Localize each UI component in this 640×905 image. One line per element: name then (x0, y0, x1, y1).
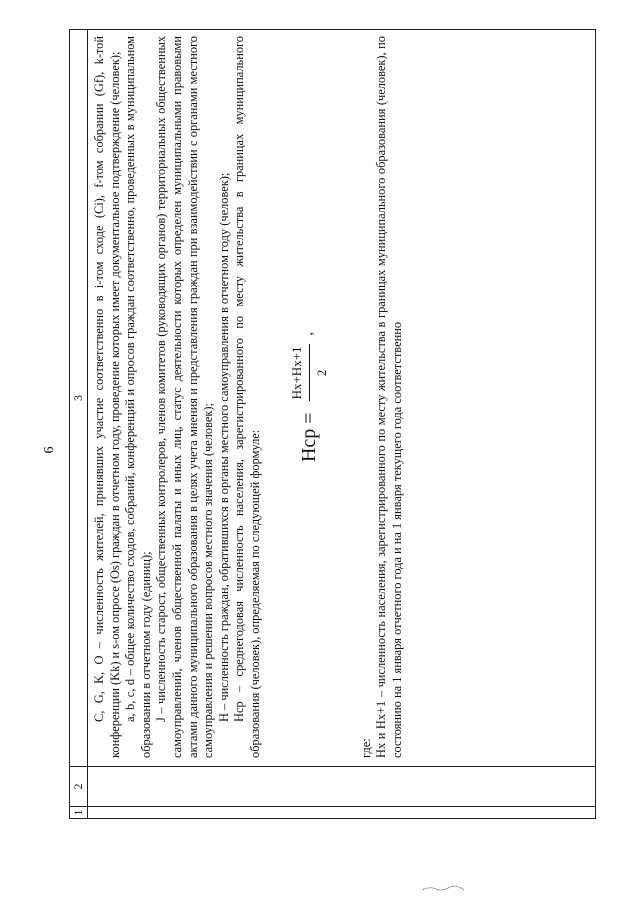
table-container (69, 30, 640, 816)
rotated-sheet (69, 30, 596, 819)
header-col-2: 2 (70, 767, 88, 807)
where-label: где: (358, 738, 373, 758)
paragraph-activists: J – численность старост, общественных контролеров, членов комитетов (руководящих органов) территориальных общественных самоуправлений, членов общественной палаты и иных лиц, статус деятельности которых определен муниципальными правовыми актами данного муниципального образования в целях учета мнения и представления граждан при взаимодействии с органами местного самоуправления и решении вопросов местного значения (человек); (154, 36, 216, 758)
formula-denominator: 2 (313, 369, 329, 377)
cell-content (88, 30, 409, 766)
formula-lhs: Нср = (298, 412, 321, 463)
formula (286, 36, 333, 758)
document-table (69, 29, 596, 819)
table-header-row (70, 30, 88, 819)
cell-col-2 (88, 767, 596, 807)
cell-col-3 (88, 30, 596, 767)
paragraph-definition: Hx и Hx+1 – численность населения, зарегистрированного по месту жительства в границах муниципального образования (человек), по состоянию на 1 января отчетного года и на 1 января текущего года соответственно (374, 36, 404, 758)
formula-tail: , (301, 331, 317, 336)
table-body-row (88, 30, 596, 819)
cell-col-1 (88, 807, 596, 819)
header-col-3: 3 (70, 30, 88, 767)
paragraph-appeals: H – численность граждан, обратившихся в органы местного самоуправления в отчетном году (человек); (216, 172, 231, 722)
formula-numerator: Hx+Hx+1 (286, 344, 310, 401)
formula-fraction (286, 344, 333, 401)
header-col-1: 1 (70, 807, 88, 819)
page-number: 6 (42, 446, 57, 454)
paragraph-events-count: a, b, c, d – общее количество сходов, собраний, конференций и опросов граждан соответственно, проведенных в муниципальном образовании в отчетном году (единиц); (123, 36, 153, 758)
paragraph-average-population: Hср – среднегодовая численность населения, зарегистрированного по месту жительства в границах муниципального образования (человек), определяемая по следующей формуле: (232, 36, 262, 758)
pen-mark-decoration (420, 880, 470, 894)
paragraph-participants: C, G, K, O – численность жителей, принявших участие соответственно в i-том сходе (Ci), f-том собрании (Gf), k-той конференции (Kk) и s-ом опросе (Os) граждан в отчетном году, проведение которых имеет документальное подтверждение (человек); (92, 36, 122, 758)
